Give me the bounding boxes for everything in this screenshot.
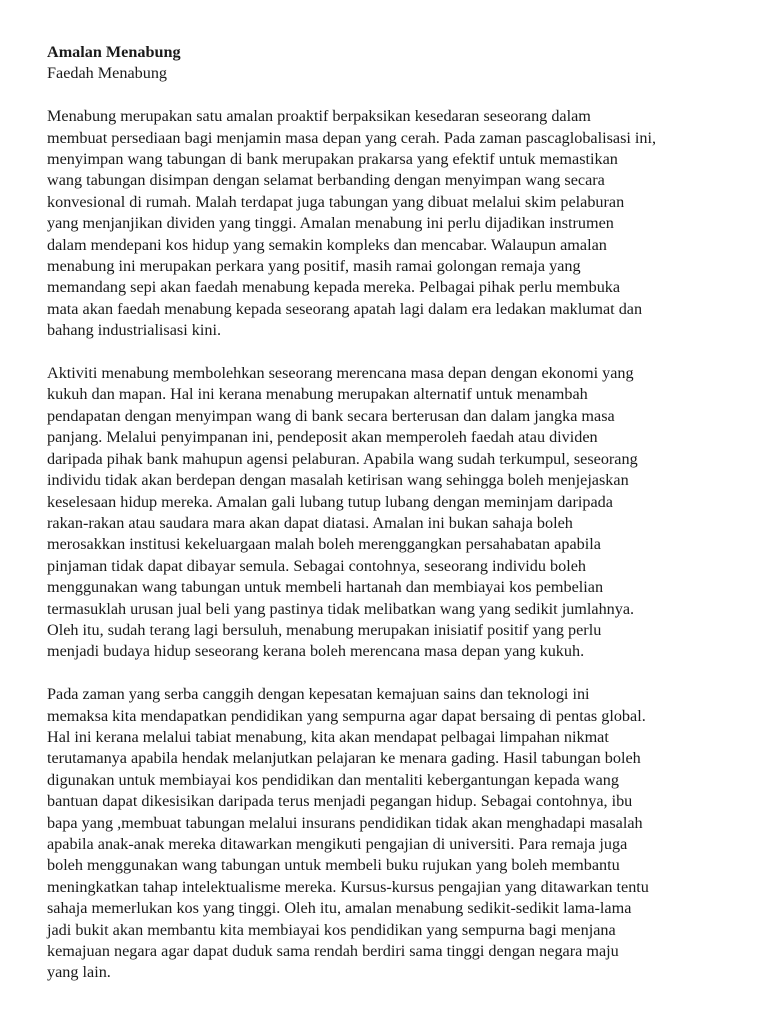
paragraph-2 — [47, 363, 737, 663]
text-line: digunakan untuk membiayai kos pendidikan dan mentaliti kebergantungan kepada wang — [47, 770, 619, 789]
text-line: membuat persediaan bagi menjamin masa depan yang cerah. Pada zaman pascaglobalisasi ini, — [47, 128, 657, 147]
text-line: kemajuan negara agar dapat duduk sama rendah berdiri sama tinggi dengan negara maju — [47, 942, 619, 961]
text-line: menjadi budaya hidup seseorang kerana boleh merencana masa depan yang kukuh. — [47, 642, 585, 661]
text-line: wang tabungan disimpan dengan selamat berbanding dengan menyimpan wang secara — [47, 171, 605, 190]
text-line: memandang sepi akan faedah menabung kepada mereka. Pelbagai pihak perlu membuka — [47, 278, 621, 297]
paragraph-3 — [47, 684, 737, 984]
paragraph-1 — [47, 106, 737, 341]
text-line: pendapatan dengan menyimpan wang di bank secara berterusan dan dalam jangka masa — [47, 406, 615, 425]
text-line: pinjaman tidak dapat dibayar semula. Sebagai contohnya, seseorang individu boleh — [47, 556, 586, 575]
text-line: Aktiviti menabung membolehkan seseorang merencana masa depan dengan ekonomi yang — [47, 364, 634, 383]
text-line: menggunakan wang tabungan untuk membeli hartanah dan membiayai kos pembelian — [47, 578, 604, 597]
document-page — [47, 42, 737, 984]
text-line: bantuan dapat dikesisikan daripada terus menjadi pegangan hidup. Sebagai contohnya, ibu — [47, 792, 633, 811]
text-line: bapa yang ,membuat tabungan melalui insurans pendidikan tidak akan menghadapi masalah — [47, 813, 643, 832]
text-line: dalam mendepani kos hidup yang semakin kompleks dan mencabar. Walaupun amalan — [47, 235, 607, 254]
spacer — [47, 663, 737, 684]
text-line: rakan-rakan atau saudara mara akan dapat diatasi. Amalan ini bukan sahaja boleh — [47, 513, 573, 532]
text-line: sahaja memerlukan kos yang tinggi. Oleh itu, amalan menabung sedikit-sedikit lama-lama — [47, 899, 632, 918]
text-line: Pada zaman yang serba canggih dengan kepesatan kemajuan sains dan teknologi ini — [47, 685, 590, 704]
text-line: Oleh itu, sudah terang lagi bersuluh, menabung merupakan inisiatif positif yang perlu — [47, 620, 602, 639]
spacer — [47, 342, 737, 363]
text-line: keselesaan hidup mereka. Amalan gali lubang tutup lubang dengan meminjam daripada — [47, 492, 613, 511]
text-line: yang lain. — [47, 963, 111, 982]
text-line: merosakkan institusi kekeluargaan malah boleh merenggangkan persahabatan apabila — [47, 535, 601, 554]
text-line: meningkatkan tahap intelektualisme mereka. Kursus-kursus pengajian yang ditawarkan tentu — [47, 877, 649, 896]
text-line: Hal ini kerana melalui tabiat menabung, kita akan mendapat pelbagai limpahan nikmat — [47, 727, 609, 746]
text-line: bahang industrialisasi kini. — [47, 321, 221, 340]
text-line: panjang. Melalui penyimpanan ini, pendeposit akan memperoleh faedah atau dividen — [47, 428, 598, 447]
spacer — [47, 85, 737, 106]
text-line: jadi bukit akan membantu kita membiayai kos pendidikan yang sempurna bagi menjana — [47, 920, 616, 939]
text-line: menabung ini merupakan perkara yang positif, masih ramai golongan remaja yang — [47, 257, 581, 276]
text-line: memaksa kita mendapatkan pendidikan yang sempurna agar dapat bersaing di pentas global. — [47, 706, 646, 725]
text-line: Menabung merupakan satu amalan proaktif berpaksikan kesedaran seseorang dalam — [47, 107, 591, 126]
text-line: daripada pihak bank mahupun agensi pelaburan. Apabila wang sudah terkumpul, seseorang — [47, 449, 638, 468]
text-line: kukuh dan mapan. Hal ini kerana menabung merupakan alternatif untuk menambah — [47, 385, 588, 404]
text-line: termasuklah urusan jual beli yang pastinya tidak melibatkan wang yang sedikit jumlahnya. — [47, 599, 635, 618]
text-line: menyimpan wang tabungan di bank merupakan prakarsa yang efektif untuk memastikan — [47, 150, 618, 169]
text-line: mata akan faedah menabung kepada seseorang apatah lagi dalam era ledakan maklumat dan — [47, 299, 643, 318]
text-line: terutamanya apabila hendak melanjutkan pelajaran ke menara gading. Hasil tabungan boleh — [47, 749, 641, 768]
text-line: konvesional di rumah. Malah terdapat juga tabungan yang dibuat melalui skim pelaburan — [47, 192, 625, 211]
document-subtitle: Faedah Menabung — [47, 64, 168, 83]
text-line: yang menjanjikan dividen yang tinggi. Amalan menabung ini perlu dijadikan instrumen — [47, 214, 614, 233]
text-line: apabila anak-anak mereka ditawarkan mengikuti pengajian di universiti. Para remaja juga — [47, 834, 628, 853]
text-line: boleh menggunakan wang tabungan untuk membeli buku rujukan yang boleh membantu — [47, 856, 620, 875]
document-title: Amalan Menabung — [47, 43, 181, 61]
text-line: individu tidak akan berdepan dengan masalah ketirisan wang sehingga boleh menjejaskan — [47, 471, 629, 490]
